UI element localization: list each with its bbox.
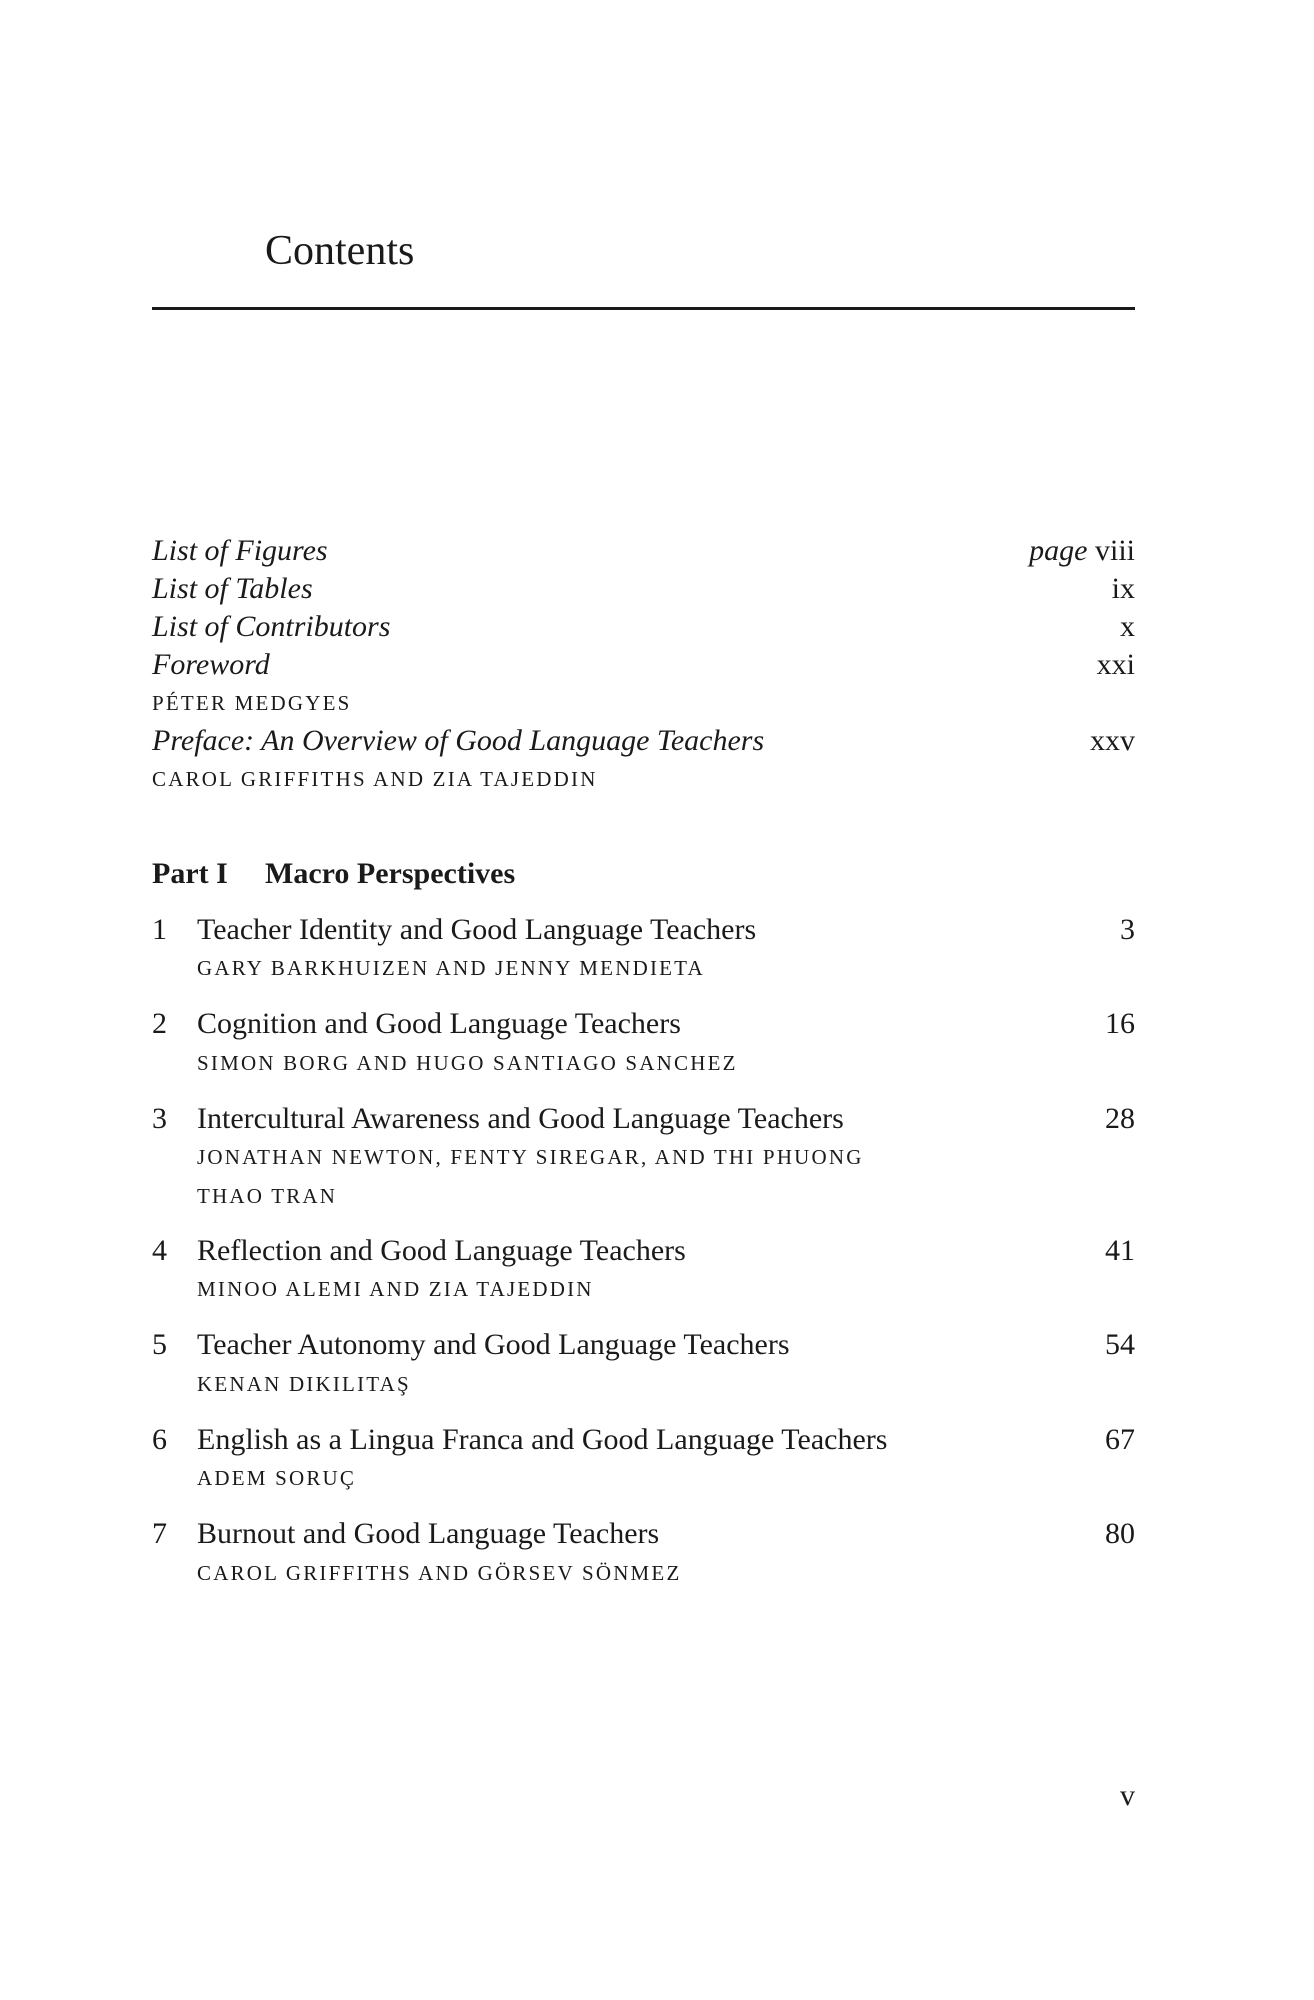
- chapter-number: 7: [152, 1517, 167, 1550]
- part-heading: [152, 856, 1135, 892]
- chapter-title: English as a Lingua Franca and Good Language Teachers: [197, 1423, 888, 1456]
- chapter-title: Teacher Autonomy and Good Language Teachers: [197, 1328, 790, 1361]
- toc-entry-foreword[interactable]: [152, 647, 1135, 683]
- toc-chapter-5[interactable]: [152, 1327, 1135, 1363]
- chapter-page: 41: [1105, 1234, 1135, 1267]
- toc-entry-title: List of Tables: [152, 572, 313, 605]
- toc-entry-author-name: CAROL GRIFFITHS AND ZIA TAJEDDIN: [152, 767, 598, 791]
- chapter-page: 28: [1105, 1102, 1135, 1135]
- part-title: Macro Perspectives: [265, 857, 516, 890]
- toc-entry-page: ix: [1111, 572, 1135, 605]
- toc-entry-preface[interactable]: [152, 723, 1135, 759]
- toc-chapter-7[interactable]: [152, 1516, 1135, 1552]
- toc-entry-title: List of Figures: [152, 534, 328, 567]
- chapter-author-name: JONATHAN NEWTON, FENTY SIREGAR, AND THI PHUONG: [197, 1145, 864, 1169]
- toc-chapter-1[interactable]: [152, 912, 1135, 948]
- chapter-number: 2: [152, 1007, 167, 1040]
- toc-entry-author: [152, 764, 1135, 794]
- toc-entry-page: x: [1120, 610, 1135, 643]
- toc-entry-title: List of Contributors: [152, 610, 391, 643]
- page-label: page: [1029, 534, 1088, 567]
- chapter-title: Reflection and Good Language Teachers: [197, 1234, 686, 1267]
- toc-chapter-6[interactable]: [152, 1422, 1135, 1458]
- chapter-number: 3: [152, 1102, 167, 1135]
- chapter-author-name: SIMON BORG AND HUGO SANTIAGO SANCHEZ: [197, 1051, 738, 1075]
- part-label: Part I: [152, 857, 228, 890]
- chapter-page: 54: [1105, 1328, 1135, 1361]
- page-number: viii: [1094, 534, 1135, 567]
- chapter-author: [197, 1463, 1097, 1493]
- chapter-title: Cognition and Good Language Teachers: [197, 1007, 681, 1040]
- chapter-number: 1: [152, 913, 167, 946]
- chapter-author-name: THAO TRAN: [197, 1184, 338, 1208]
- toc-entry-list-of-tables[interactable]: [152, 571, 1135, 607]
- chapter-author: [197, 1142, 1097, 1172]
- toc-entry-title: Foreword: [152, 648, 270, 681]
- chapter-page: 16: [1105, 1007, 1135, 1040]
- page-title: Contents: [265, 228, 415, 274]
- chapter-author: [197, 1048, 1097, 1078]
- chapter-author-name: MINOO ALEMI AND ZIA TAJEDDIN: [197, 1277, 594, 1301]
- chapter-author-continued: [197, 1181, 1097, 1211]
- toc-entry-page: xxi: [1096, 648, 1135, 681]
- chapter-author: [197, 1558, 1097, 1588]
- chapter-page: 3: [1120, 913, 1135, 946]
- chapter-author-name: CAROL GRIFFITHS AND GÖRSEV SÖNMEZ: [197, 1561, 682, 1585]
- chapter-title: Intercultural Awareness and Good Language Teachers: [197, 1102, 844, 1135]
- chapter-author: [197, 1274, 1097, 1304]
- page-folio: v: [1120, 1779, 1135, 1812]
- toc-chapter-2[interactable]: [152, 1006, 1135, 1042]
- toc-chapter-3[interactable]: [152, 1101, 1135, 1137]
- toc-entry-author: [152, 688, 1135, 718]
- title-rule: [152, 307, 1135, 310]
- chapter-number: 5: [152, 1328, 167, 1361]
- chapter-author: [197, 1369, 1097, 1399]
- chapter-title: Teacher Identity and Good Language Teachers: [197, 913, 757, 946]
- toc-chapter-4[interactable]: [152, 1233, 1135, 1269]
- toc-entry-list-of-figures[interactable]: [152, 533, 1135, 569]
- toc-entry-author-name: PÉTER MEDGYES: [152, 691, 352, 715]
- chapter-author: [197, 953, 1097, 983]
- chapter-author-name: GARY BARKHUIZEN AND JENNY MENDIETA: [197, 956, 705, 980]
- toc-entry-page: [1029, 533, 1135, 569]
- chapter-author-name: ADEM SORUÇ: [197, 1466, 357, 1490]
- chapter-title: Burnout and Good Language Teachers: [197, 1517, 660, 1550]
- toc-entry-title: Preface: An Overview of Good Language Teachers: [152, 724, 765, 757]
- toc-entry-page: xxv: [1090, 724, 1135, 757]
- toc-entry-list-of-contributors[interactable]: [152, 609, 1135, 645]
- chapter-number: 4: [152, 1234, 167, 1267]
- chapter-author-name: KENAN DIKILITAŞ: [197, 1372, 411, 1396]
- chapter-number: 6: [152, 1423, 167, 1456]
- chapter-page: 80: [1105, 1517, 1135, 1550]
- chapter-page: 67: [1105, 1423, 1135, 1456]
